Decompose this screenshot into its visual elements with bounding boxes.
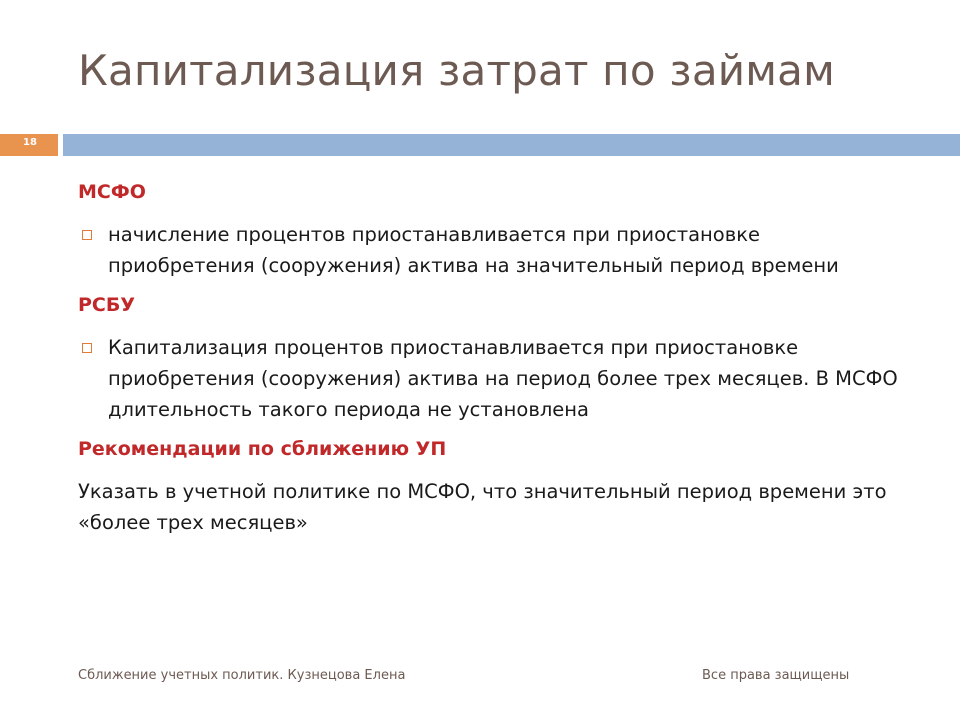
slide-title: Капитализация затрат по займам <box>78 46 835 95</box>
bullet-ifrs-text: начисление процентов приостанавливается при приостановке приобретения (сооружения) актива на значительный период времени <box>108 223 839 277</box>
title-rule <box>63 134 960 156</box>
bullet-ifrs <box>78 219 908 281</box>
footer-left: Сближение учетных политик. Кузнецова Елена <box>78 668 406 683</box>
footer-right: Все права защищены <box>702 668 850 683</box>
bullet-ras-text: Капитализация процентов приостанавливается при приостановке приобретения (сооружения) актива на период более трех месяцев. В МСФО длительность такого периода не установлена <box>108 336 898 421</box>
heading-ifrs: МСФО <box>78 181 146 203</box>
heading-recommendations: Рекомендации по сближению УП <box>78 438 447 460</box>
slide-number: 18 <box>23 137 37 148</box>
square-bullet-icon <box>82 230 92 240</box>
heading-ras: РСБУ <box>78 294 135 316</box>
square-bullet-icon <box>82 343 92 353</box>
slide-content <box>78 178 908 538</box>
recommendation-text: Указать в учетной политике по МСФО, что значительный период времени это «более трех месяцев» <box>78 480 887 534</box>
bullet-ras <box>78 332 908 425</box>
